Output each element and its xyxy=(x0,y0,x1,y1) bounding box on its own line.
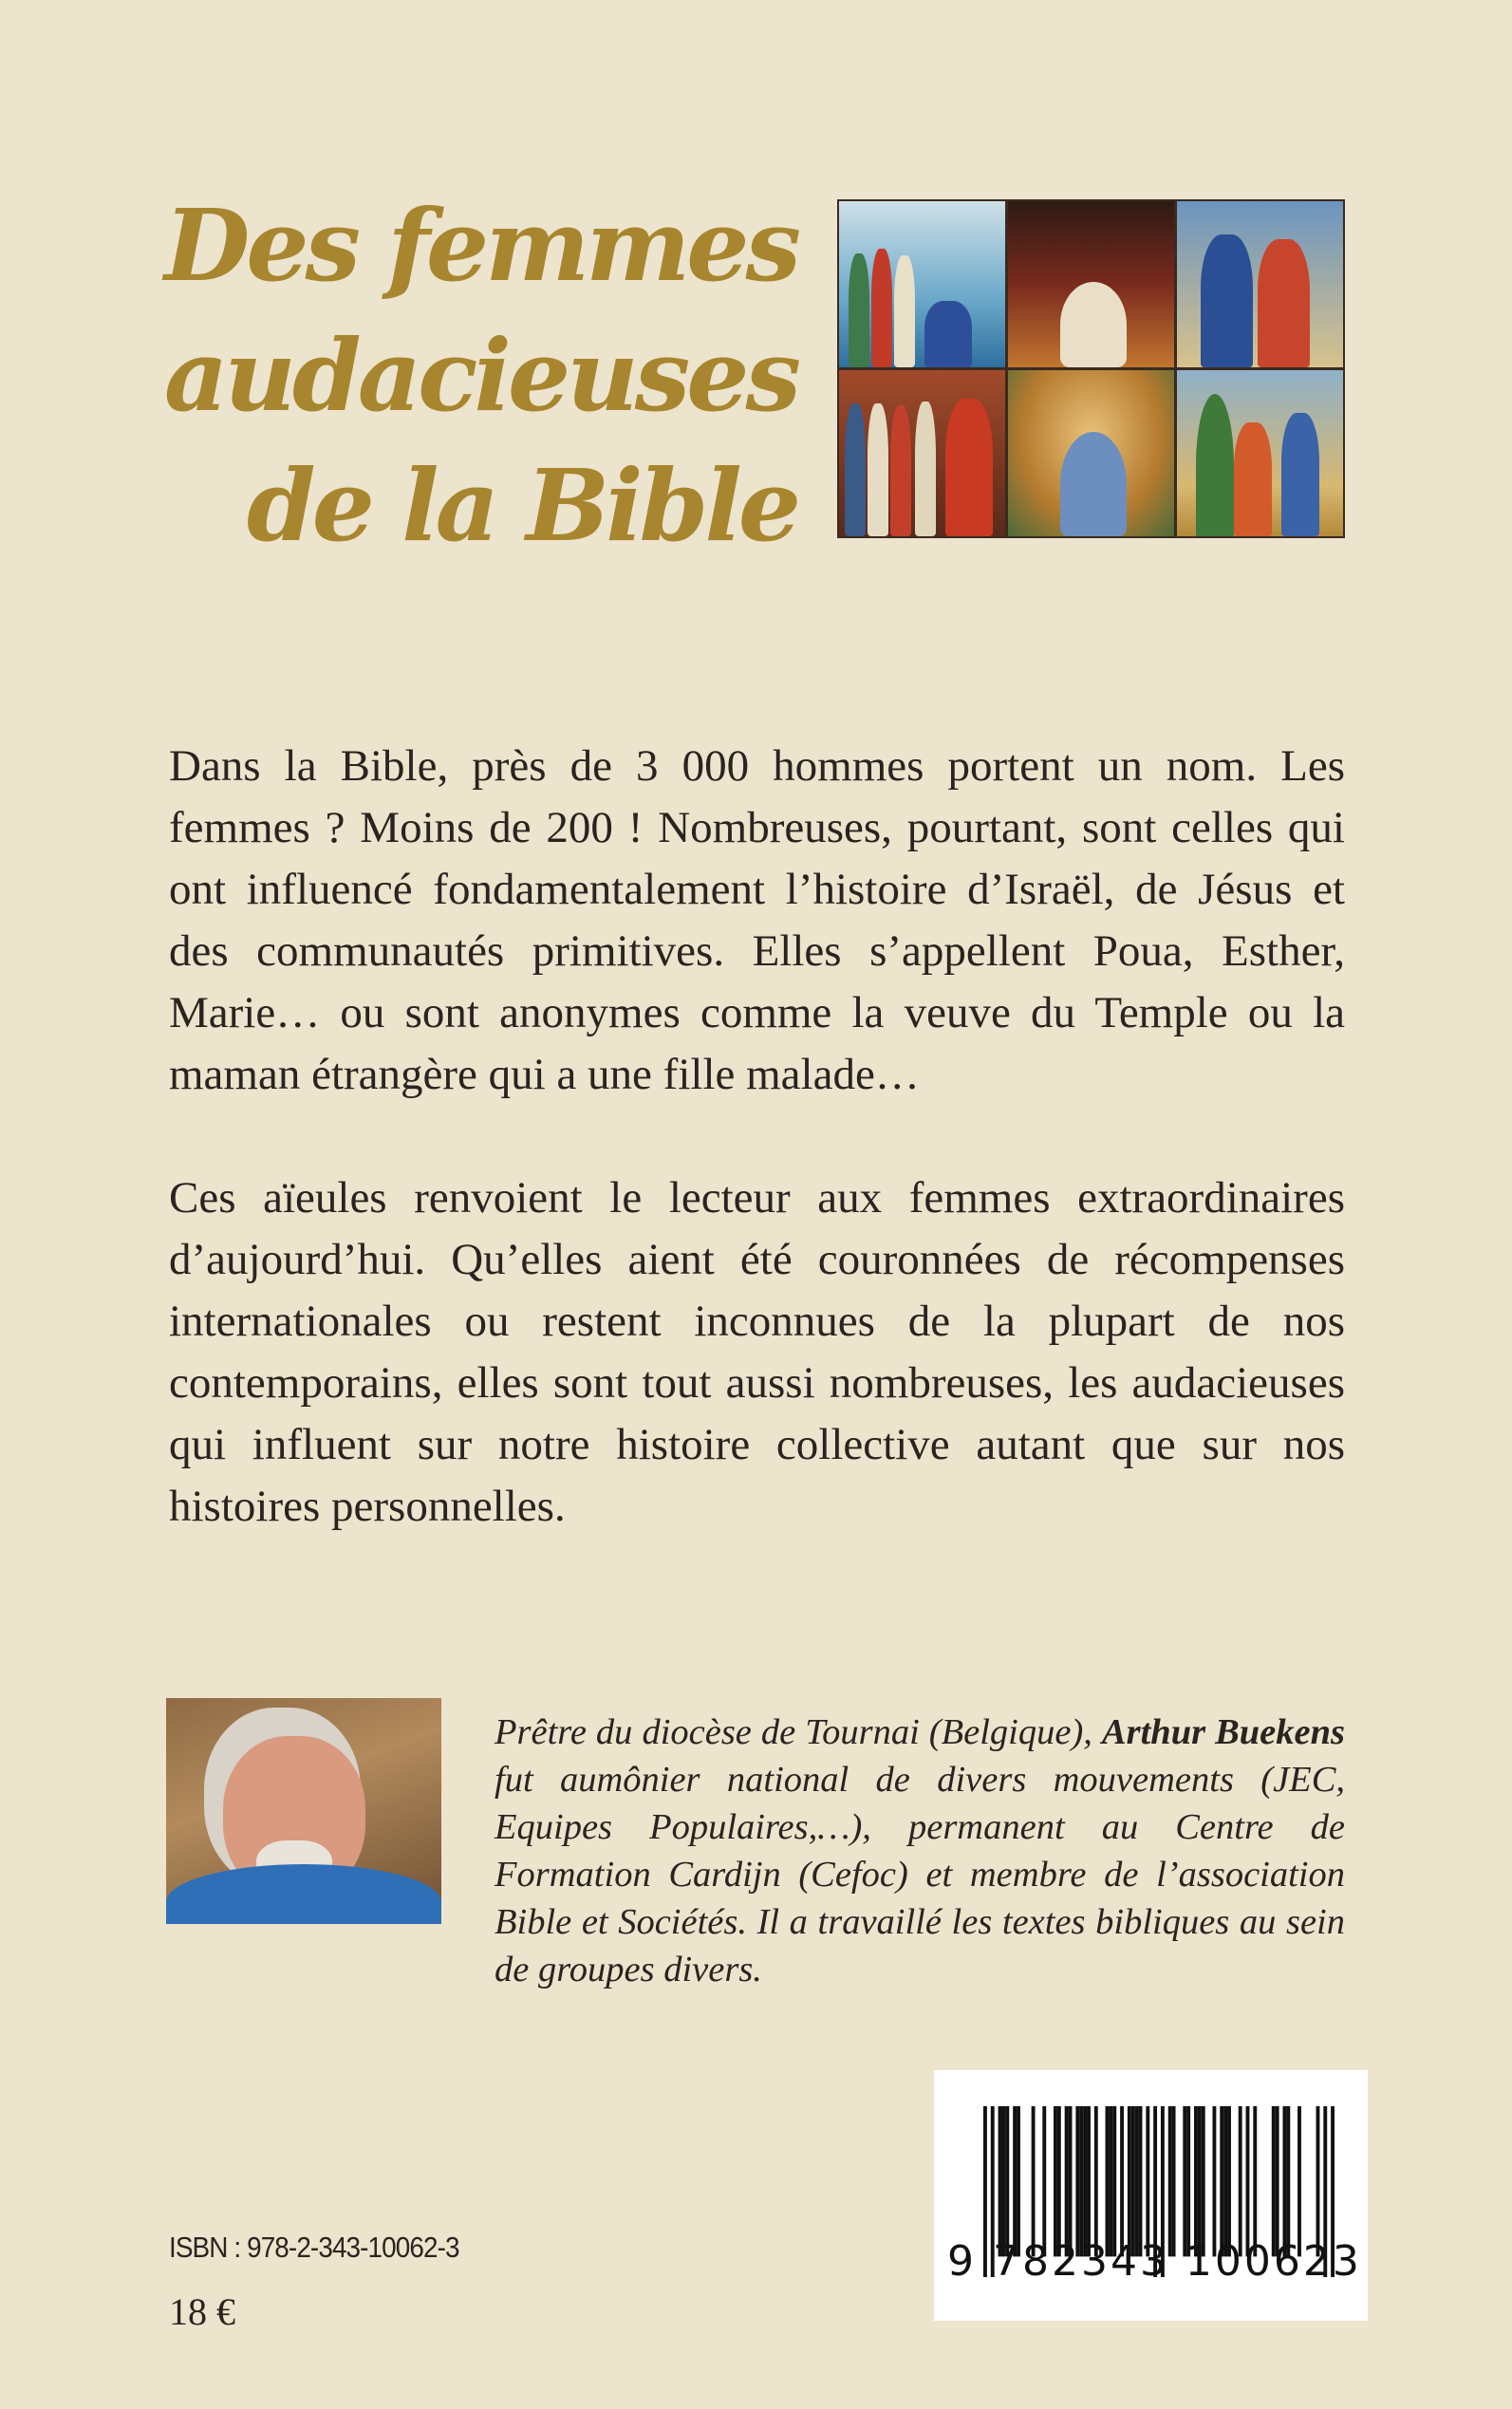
barcode-bar xyxy=(1109,2106,1112,2256)
barcode-bar xyxy=(1202,2106,1205,2256)
barcode-bar xyxy=(1253,2106,1257,2256)
title-line: audacieuses xyxy=(164,317,797,434)
author-bio xyxy=(495,1709,1345,1993)
title-line: de la Bible xyxy=(247,447,797,564)
cover-illustration xyxy=(837,199,1345,538)
barcode-number: 9 782343 100623 xyxy=(947,2237,1362,2286)
illustration-panel xyxy=(839,201,1005,367)
illustration-panel xyxy=(1008,370,1174,536)
barcode xyxy=(934,2070,1368,2321)
barcode-bar xyxy=(1212,2106,1216,2256)
barcode-bar xyxy=(1065,2106,1069,2256)
barcode-bar xyxy=(1069,2106,1073,2256)
illustration-panel xyxy=(1008,201,1174,367)
author-photo xyxy=(166,1698,441,1924)
barcode-bar xyxy=(1005,2106,1009,2256)
barcode-bar xyxy=(1227,2106,1231,2256)
barcode-bar xyxy=(1128,2106,1131,2256)
illustration-panel xyxy=(1177,201,1343,367)
barcode-bar xyxy=(1054,2106,1057,2256)
barcode-bar xyxy=(1276,2106,1279,2256)
barcode-bar xyxy=(1239,2106,1242,2256)
description-paragraph: Dans la Bible, près de 3 000 hommes portent un nom. Les femmes ? Moins de 200 ! Nombreuses, pourtant, sont celles qui ont influencé fondamentalement l’histoire d’Israël, de Jésus et des communautés primitives. Elles s’appellent Poua, Esther, Marie… ou sont anonymes comme la veuve du Temple ou la maman étrangère qui a une fille malade… xyxy=(169,741,1345,1099)
barcode-bar xyxy=(1087,2106,1091,2256)
barcode-bar xyxy=(1272,2106,1276,2256)
barcode-bar xyxy=(1032,2106,1036,2256)
title-line: Des femmes xyxy=(164,187,797,304)
barcode-bar xyxy=(1297,2106,1301,2256)
barcode-bar xyxy=(1131,2106,1135,2256)
barcode-bar xyxy=(1013,2106,1017,2256)
barcode-bar xyxy=(1220,2106,1223,2256)
bio-text: fut aumônier national de divers mouvements (JEC, Equipes Populaires,…), permanent au Centre de Formation Cardijn (Cefoc) et membre de l’association Bible et Sociétés. Il a travaillé les textes bibliques au sein de groupes divers. xyxy=(495,1760,1345,1989)
barcode-bar xyxy=(1194,2106,1198,2256)
barcode-bar xyxy=(1286,2106,1290,2256)
barcode-bar xyxy=(1120,2106,1124,2256)
barcode-bar xyxy=(1001,2106,1005,2256)
barcode-bar xyxy=(1135,2106,1139,2256)
illustration-panel xyxy=(1177,370,1343,536)
barcode-bar xyxy=(1139,2106,1143,2256)
isbn: ISBN : 978-2-343-10062-3 xyxy=(169,2231,459,2264)
barcode-bar xyxy=(1183,2106,1186,2256)
author-name: Arthur Buekens xyxy=(1101,1712,1346,1752)
barcode-bar xyxy=(1094,2106,1098,2256)
bio-text: Prêtre du diocèse de Tournai (Belgique), xyxy=(495,1712,1102,1752)
barcode-bar xyxy=(1223,2106,1227,2256)
barcode-bar xyxy=(1246,2106,1250,2256)
barcode-bar xyxy=(1106,2106,1110,2256)
barcode-bar xyxy=(1316,2106,1320,2256)
barcode-bar xyxy=(1172,2106,1176,2256)
barcode-bar xyxy=(1112,2106,1116,2256)
barcode-bar xyxy=(1079,2106,1083,2256)
barcode-bar xyxy=(1146,2106,1149,2256)
barcode-bar xyxy=(1168,2106,1172,2256)
barcode-bar xyxy=(1198,2106,1202,2256)
illustration-panel xyxy=(839,370,1005,536)
barcode-bar xyxy=(999,2106,1002,2256)
book-title xyxy=(123,180,797,570)
barcode-bar xyxy=(1042,2106,1046,2256)
barcode-bar xyxy=(1282,2106,1286,2256)
barcode-bar xyxy=(1075,2106,1079,2256)
barcode-bar xyxy=(1186,2106,1190,2256)
price: 18 € xyxy=(169,2290,235,2333)
barcode-bar xyxy=(1017,2106,1020,2256)
description-paragraph: Ces aïeules renvoient le lecteur aux femmes extraordinaires d’aujourd’hui. Qu’elles aient été couronnées de récompenses internationales ou restent inconnues de la plupart de nos contemporains, elles sont tout aussi nombreuses, les audacieuses qui influent sur notre histoire collective autant que sur nos histoires personnelles. xyxy=(169,1173,1345,1531)
barcode-bar xyxy=(1057,2106,1061,2256)
barcode-bar xyxy=(1083,2106,1087,2256)
